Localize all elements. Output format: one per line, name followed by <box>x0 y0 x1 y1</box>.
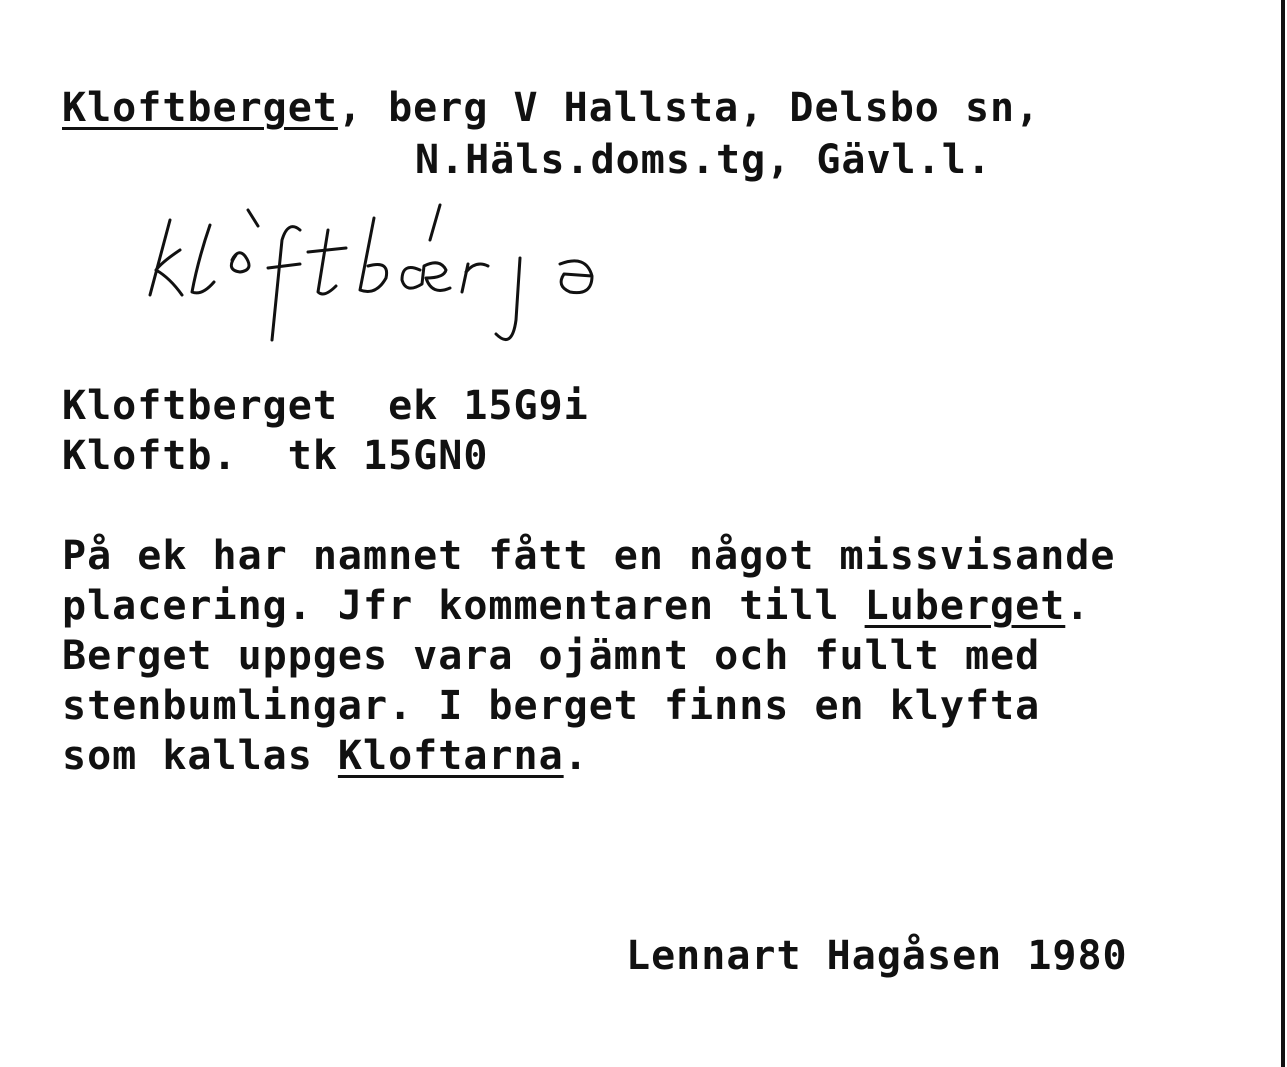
comment-line-2: placering. Jfr kommentaren till Luberget. <box>62 583 1091 629</box>
cross-reference-link: Luberget <box>864 583 1066 629</box>
map-ref-row-2 <box>62 432 488 480</box>
map-ref-map: tk <box>287 433 338 479</box>
map-ref-row-1 <box>62 382 589 430</box>
header-line-2: N.Häls.doms.tg, Gävl.l. <box>415 137 992 183</box>
place-description: , berg V Hallsta, Delsbo sn, <box>337 85 1041 131</box>
related-name: Kloftarna <box>337 733 564 779</box>
map-ref-map: ek <box>388 383 439 429</box>
comment-line-1: På ek har namnet fått en något missvisande <box>62 533 1116 579</box>
header-line-1 <box>62 84 1040 132</box>
map-ref-code: 15G9i <box>463 383 589 429</box>
card-edge <box>1281 0 1285 1067</box>
comment-line-5: som kallas Kloftarna. <box>62 733 589 779</box>
phonetic-text: klåftbærja <box>140 200 147 201</box>
map-ref-code: 15GN0 <box>363 433 489 479</box>
comment-line-4: stenbumlingar. I berget finns en klyfta <box>62 683 1041 729</box>
map-ref-name: Kloftb. <box>62 433 238 479</box>
place-name: Kloftberget <box>62 85 338 131</box>
handwritten-pronunciation <box>140 200 620 360</box>
map-ref-name: Kloftberget <box>62 383 338 429</box>
signature: Lennart Hagåsen 1980 <box>626 933 1128 979</box>
comment-line-3: Berget uppges vara ojämnt och fullt med <box>62 633 1041 679</box>
